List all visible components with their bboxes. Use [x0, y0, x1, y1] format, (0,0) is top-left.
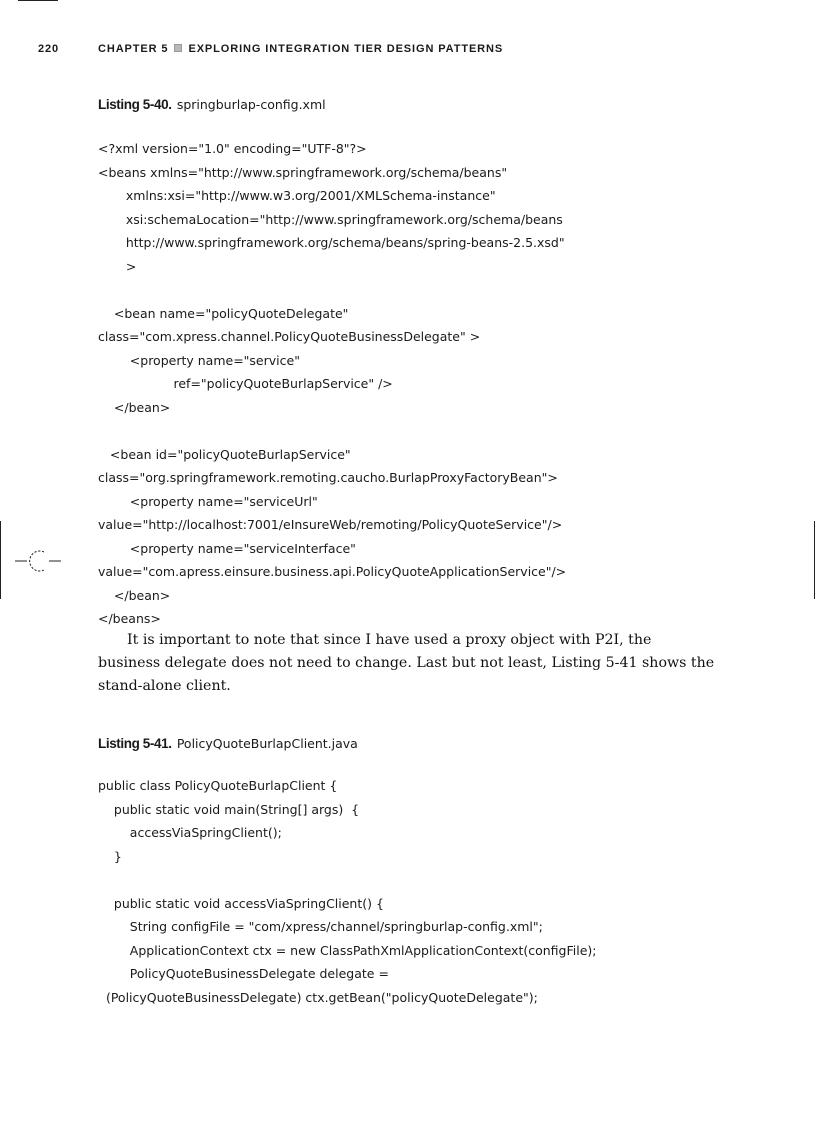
crop-mark-top: [18, 0, 58, 1]
listing-5-41-caption: [98, 736, 358, 752]
crop-mark-right: [814, 521, 815, 599]
listing-label: Listing 5-41.: [98, 736, 172, 751]
listing-filename: PolicyQuoteBurlapClient.java: [176, 736, 358, 751]
registration-mark-icon: [15, 548, 61, 574]
listing-label: Listing 5-40.: [98, 97, 172, 112]
listing-5-40-code: <?xml version="1.0" encoding="UTF-8"?> <beans xmlns="http://www.springframework.org/schema/beans" xmlns:xsi="http://www.w3.org/2001/XMLSchema-instance" xsi:schemaLocation="http://www.springframework.org/schema/beans http://www.springframework.org/schema/beans/spring-beans-2.5.xsd" > <bean name="policyQuoteDelegate" class="com.xpress.channel.PolicyQuoteBusinessDelegate" > <property name="service" ref="policyQuoteBurlapService" /> </bean> <bean id="policyQuoteBurlapService" class="org.springframework.remoting.caucho.BurlapProxyFactoryBean"> <property name="serviceUrl" value="http://localhost:7001/eInsureWeb/remoting/PolicyQuoteService"/> <property name="serviceInterface" value="com.apress.einsure.business.api.PolicyQuoteApplicationService"/> </bean> </beans>: [98, 141, 567, 626]
page-number: 220: [38, 43, 60, 55]
listing-filename: springburlap-config.xml: [176, 97, 326, 112]
separator-square-icon: [174, 44, 182, 52]
listing-5-40-caption: [98, 97, 326, 113]
body-paragraph: It is important to note that since I have used a proxy object with P2I, the business delegate does not need to change. Last but not least, Listing 5-41 shows the stand-alone client.: [98, 632, 715, 694]
crop-mark-left: [0, 521, 1, 599]
chapter-label: CHAPTER 5: [98, 43, 169, 55]
chapter-title: EXPLORING INTEGRATION TIER DESIGN PATTERNS: [188, 43, 504, 55]
running-header: [38, 43, 503, 55]
listing-5-41-code: public class PolicyQuoteBurlapClient { public static void main(String[] args) { accessViaSpringClient(); } public static void accessViaSpringClient() { String configFile = "com/xpress/channel/springburlap-config.xml"; ApplicationContext ctx = new ClassPathXmlApplicationContext(configFile); PolicyQuoteBusinessDelegate delegate = (PolicyQuoteBusinessDelegate) ctx.getBean("policyQuoteDelegate");: [98, 778, 597, 1005]
